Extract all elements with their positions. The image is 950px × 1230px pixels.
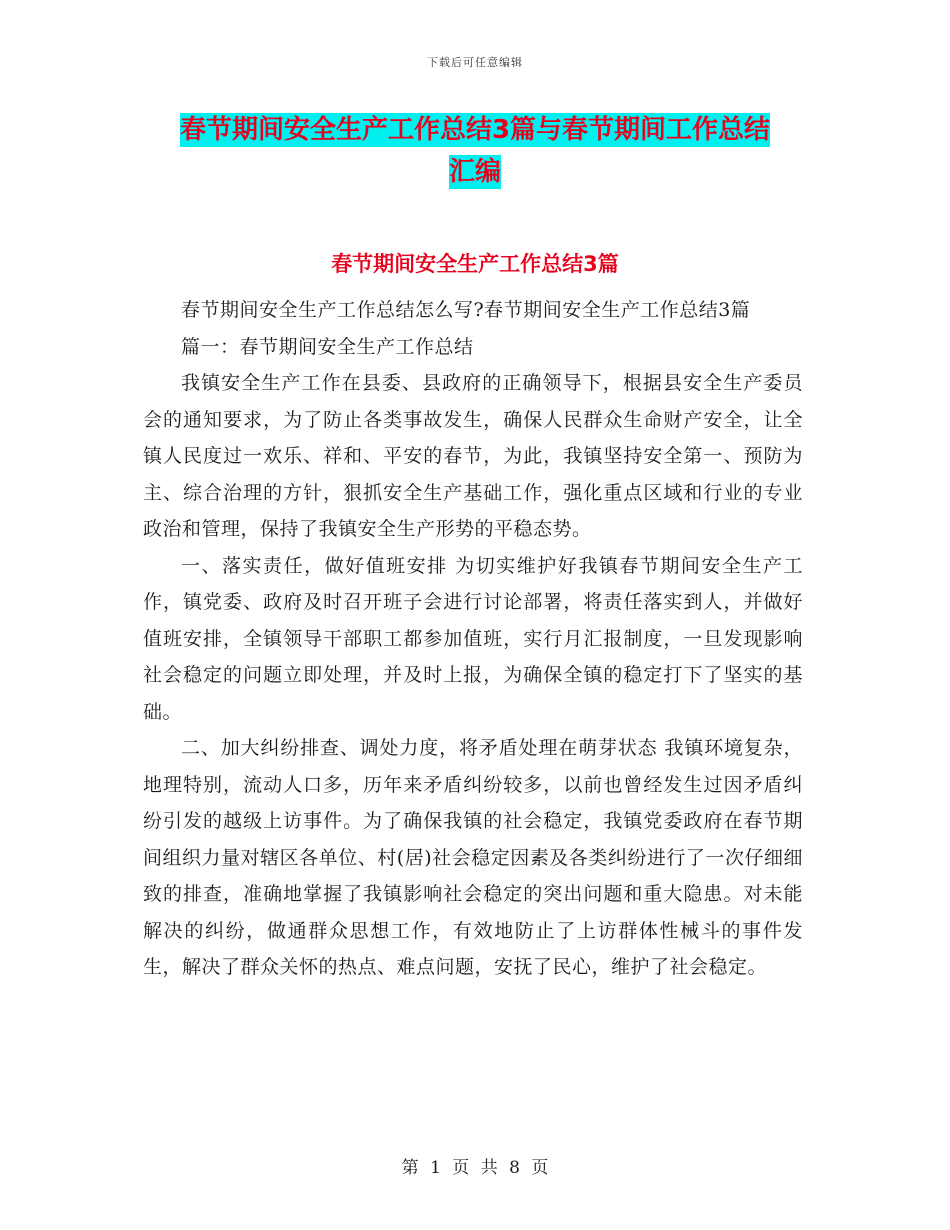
paragraph: 一、落实责任，做好值班安排 为切实维护好我镇春节期间安全生产工作，镇党委、政府及时召开班子会进行讨论部署，将责任落实到人，并做好值班安排，全镇领导干部职工都参加值班，实行月汇报制度，一旦发现影响社会稳定的问题立即处理，并及时上报，为确保全镇的稳定打下了坚实的基础。 xyxy=(143,554,803,723)
document-body xyxy=(143,292,803,986)
page-number-footer: 第 1 页 共 8 页 xyxy=(401,1158,549,1178)
paragraph: 我镇安全生产工作在县委、县政府的正确领导下，根据县安全生产委员会的通知要求，为了防止各类事故发生，确保人民群众生命财产安全，让全镇人民度过一欢乐、祥和、平安的春节，为此，我镇坚持安全第一、预防为主、综合治理的方针，狠抓安全生产基础工作，强化重点区域和行业的专业政治和管理，保持了我镇安全生产形势的平稳态势。 xyxy=(143,372,803,540)
document-title-line2: 汇编 xyxy=(448,157,501,187)
paragraph: 春节期间安全生产工作总结怎么写?春节期间安全生产工作总结3篇 xyxy=(181,299,751,321)
paragraph: 二、加大纠纷排查、调处力度，将矛盾处理在萌芽状态 我镇环境复杂，地理特别，流动人口多，历年来矛盾纠纷较多，以前也曾经发生过因矛盾纠纷引发的越级上访事件。为了确保我镇的社会稳定，我镇党委政府在春节期间组织力量对辖区各单位、村(居)社会稳定因素及各类纠纷进行了一次仔细细致的排查，准确地掌握了我镇影响社会稳定的突出问题和重大隐患。对未能解决的纠纷，做通群众思想工作，有效地防止了上访群体性械斗的事件发生，解决了群众关怀的热点、难点问题，安抚了民心，维护了社会稳定。 xyxy=(143,737,803,978)
paragraph: 篇一：春节期间安全生产工作总结 xyxy=(181,335,474,358)
page-header-note: 下载后可任意编辑 xyxy=(427,56,523,69)
document-title xyxy=(0,110,950,192)
section-title: 春节期间安全生产工作总结3篇 xyxy=(331,252,619,276)
document-title-line1: 春节期间安全生产工作总结3篇与春节期间工作总结 xyxy=(179,115,771,145)
